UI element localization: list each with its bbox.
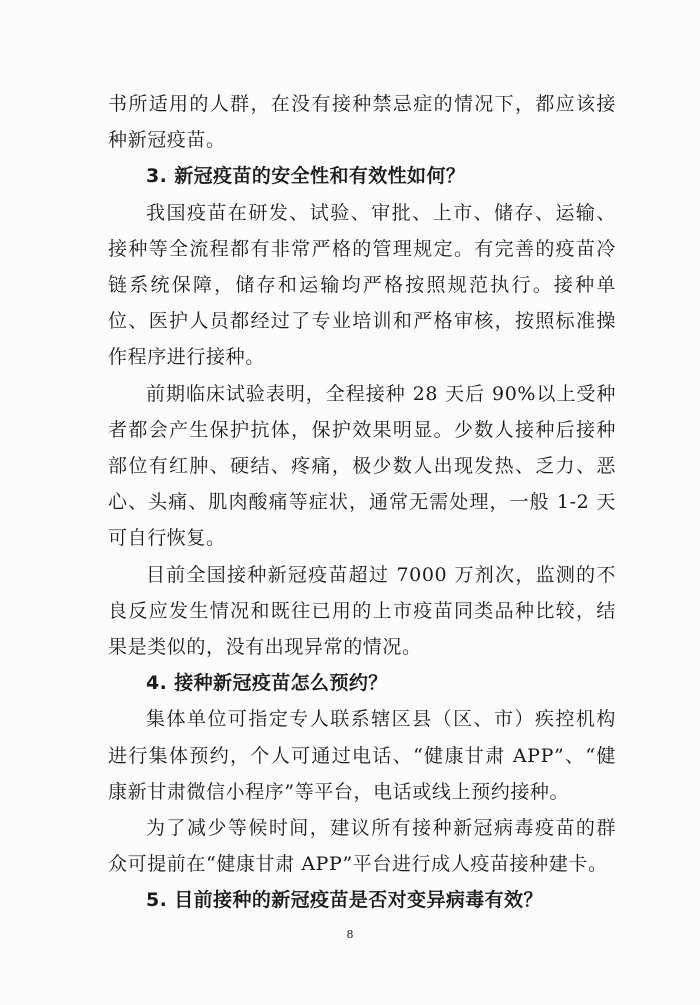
section-heading-q5: 5. 目前接种的新冠疫苗是否对变异病毒有效？ bbox=[146, 889, 543, 912]
paragraph-clinical-trials: 前期临床试验表明，全程接种 28 天后 90%以上受种者都会产生保护抗体，保护效果明显。少数人接种后接种部位有红肿、硬结、疼痛，极少数人出现发热、乏力、恶心、头痛、肌肉酸痛等症状，通常无需处理，一般 1-2 天可自行恢复。 bbox=[108, 382, 616, 550]
paragraph-registration: 为了减少等候时间，建议所有接种新冠病毒疫苗的群众可提前在“健康甘肃 APP”平台进行成人疫苗接种建卡。 bbox=[108, 817, 616, 876]
paragraph-safety-process: 我国疫苗在研发、试验、审批、上市、储存、运输、接种等全流程都有非常严格的管理规定。有完善的疫苗冷链系统保障，储存和运输均严格按照规范执行。接种单位、医护人员都经过了专业培训和严格审核，按照标准操作程序进行接种。 bbox=[108, 201, 616, 369]
section-heading-q3: 3. 新冠疫苗的安全性和有效性如何？ bbox=[146, 165, 466, 188]
page-number: 8 bbox=[346, 928, 354, 941]
paragraph-appointment: 集体单位可指定专人联系辖区县（区、市）疾控机构进行集体预约，个人可通过电话、“健康甘肃 APP”、“健康新甘肃微信小程序”等平台，电话或线上预约接种。 bbox=[108, 708, 616, 803]
document-body bbox=[108, 86, 616, 919]
paragraph-continued: 书所适用的人群，在没有接种禁忌症的情况下，都应该接种新冠疫苗。 bbox=[108, 93, 616, 152]
section-heading-q4: 4. 接种新冠疫苗怎么预约？ bbox=[146, 672, 388, 695]
paragraph-national-doses: 目前全国接种新冠疫苗超过 7000 万剂次，监测的不良反应发生情况和既往已用的上市疫苗同类品种比较，结果是类似的，没有出现异常的情况。 bbox=[108, 563, 616, 659]
